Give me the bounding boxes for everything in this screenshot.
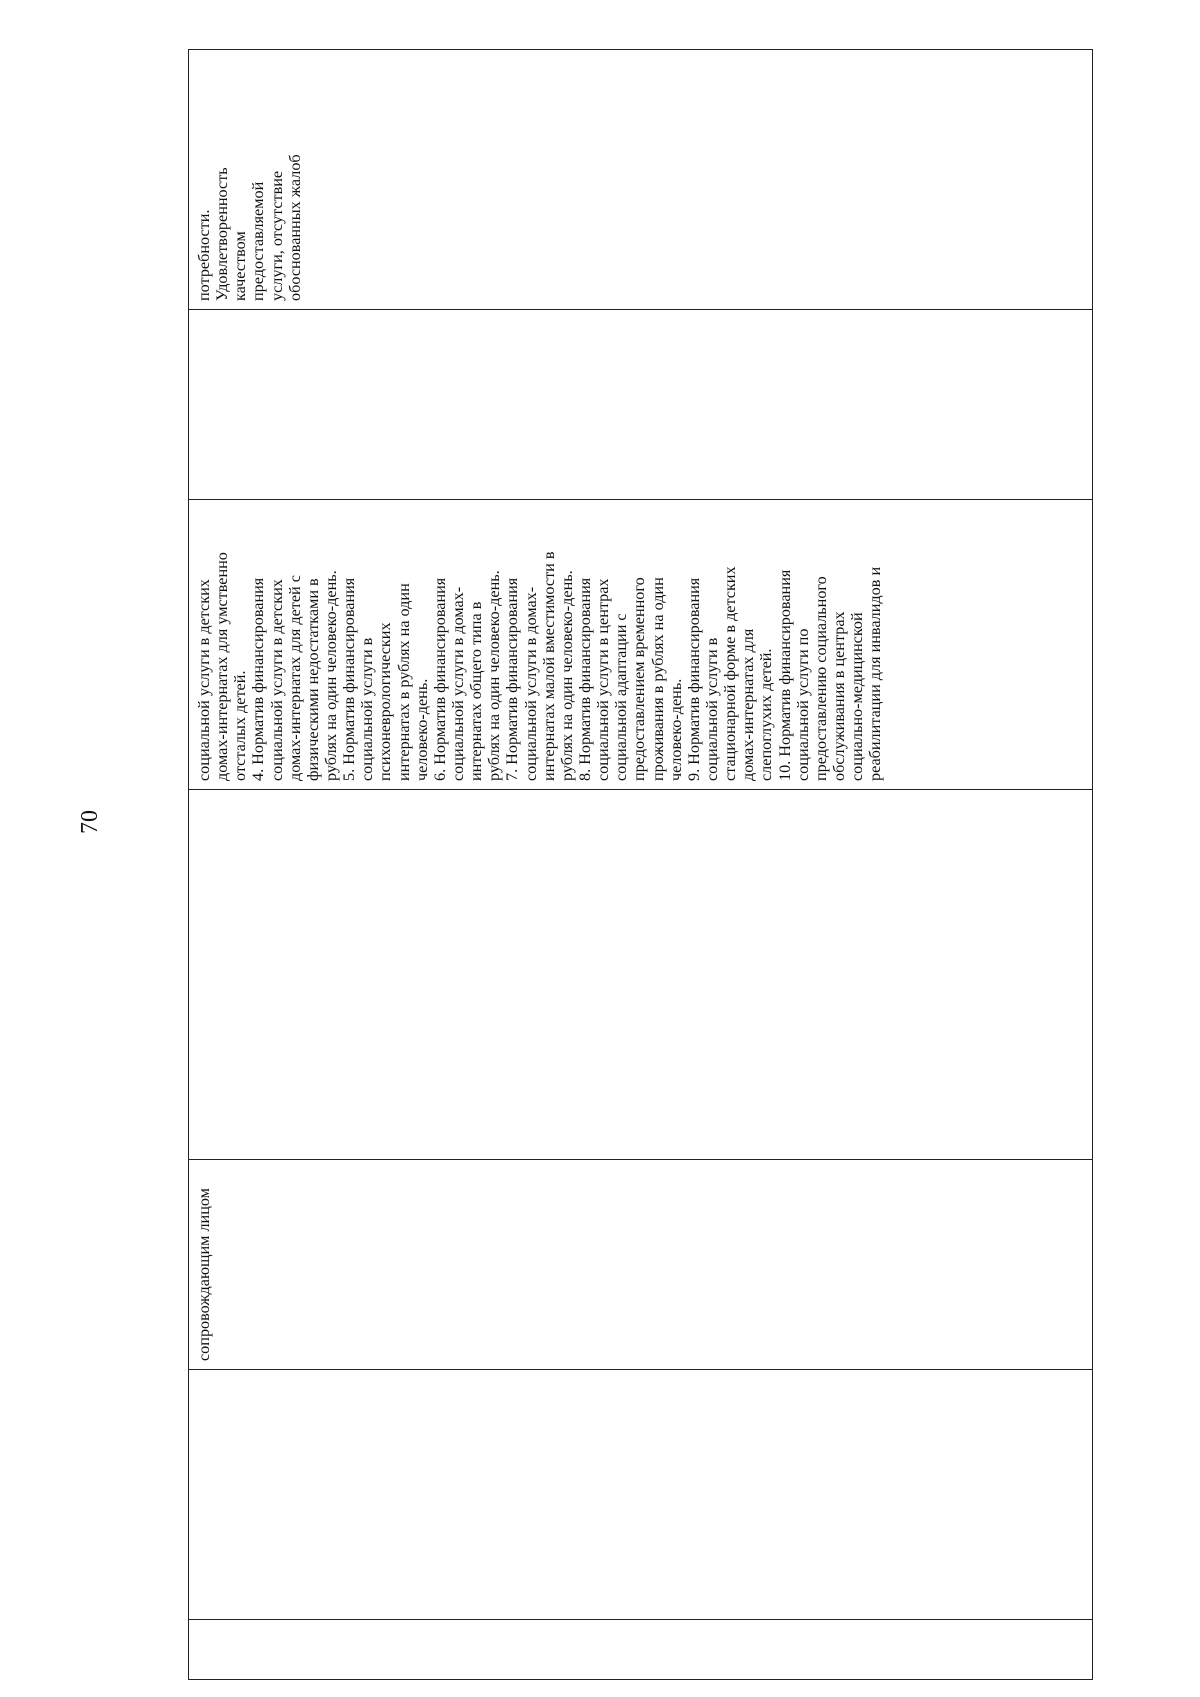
financing-standard-line: рублях на один человеко-день.: [321, 570, 340, 781]
financing-standard-line: стационарной форме в детских: [721, 566, 740, 781]
financing-standard-line: психоневрологических: [376, 622, 395, 781]
financing-standard-line: 4. Норматив финансирования: [249, 577, 268, 781]
table-cell-conditions: [189, 310, 1093, 500]
table-container: [188, 50, 1093, 1680]
table-cell-number: [189, 1620, 1093, 1680]
financing-standard-line: социальной услуги в центрах: [594, 578, 613, 781]
financing-standard-line: 10. Норматив финансирования: [775, 569, 794, 781]
table-row: [189, 50, 1093, 1680]
quality-indicator-line: потребности.: [195, 209, 213, 301]
financing-standard-line: рублях на один человеко-день.: [557, 570, 576, 781]
financing-standard-line: слепоглухих детей.: [757, 648, 776, 781]
quality-indicator-line: Удовлетворенность: [213, 167, 232, 301]
financing-standard-line: предоставлению социального: [811, 576, 830, 781]
financing-standard-line: рублях на один человеко-день.: [485, 570, 504, 781]
financing-standard-line: социальной услуги по: [793, 628, 812, 781]
financing-standard-line: 6. Норматив финансирования: [430, 577, 449, 781]
financing-standard-line: социальной адаптации с: [612, 613, 631, 781]
table-cell-service-name: [189, 1370, 1093, 1620]
financing-standard-line: социальной услуги в: [358, 637, 377, 781]
quality-indicator-line: услуги, отсутствие: [267, 170, 286, 301]
financing-standard-line: человеко-день.: [666, 678, 685, 781]
financing-standard-line: домах-интернатах для детей с: [285, 575, 304, 781]
quality-indicator-line: обоснованных жалоб: [285, 154, 304, 301]
financing-standard-line: физическими недостатками в: [303, 578, 322, 781]
quality-indicator-line: предоставляемой: [249, 181, 268, 301]
table-cell-financing-standard: [189, 500, 1093, 790]
financing-standard-line: 9. Норматив финансирования: [684, 577, 703, 781]
table-cell-service-term: [189, 790, 1093, 1160]
financing-standard-line: человеко-день.: [412, 678, 431, 781]
financing-standard-line: реабилитации для инвалидов и: [866, 566, 885, 781]
financing-standard-line: 8. Норматив финансирования: [575, 577, 594, 781]
table-cell-quality-indicators: [189, 50, 1093, 310]
quality-indicator-line: качеством: [231, 231, 250, 301]
financing-standard-line: интернатах в рублях на один: [394, 583, 413, 781]
financing-standard-line: 5. Норматив финансирования: [340, 577, 359, 781]
financing-standard-line: социальной услуги в домах-: [521, 586, 540, 781]
financing-standard-line: интернатах общего типа в: [467, 601, 486, 781]
page-number: 70: [77, 810, 103, 834]
financing-standard-line: отсталых детей.: [231, 670, 250, 781]
financing-standard-line: социальной услуги в: [702, 637, 721, 781]
financing-standard-line: обслуживания в центрах: [829, 611, 848, 781]
financing-standard-line: 7. Норматив финансирования: [503, 577, 522, 781]
financing-standard-line: домах-интернатах для умственно: [213, 552, 232, 781]
table-cell-service-content: сопровождающим лицом: [189, 1160, 1093, 1370]
financing-standard-line: социальной услуги в детских: [267, 579, 286, 781]
standards-table: [188, 49, 1093, 1680]
financing-standard-line: проживания в рублях на один: [648, 577, 667, 781]
financing-standard-line: интернатах малой вместимости в: [539, 551, 558, 781]
financing-standard-line: предоставлением временного: [630, 577, 649, 781]
financing-standard-line: социальной услуги в детских: [195, 579, 213, 781]
financing-standard-line: социальной услуги в домах-: [448, 586, 467, 781]
financing-standard-line: социально-медицинской: [848, 612, 867, 781]
financing-standard-line: домах-интернатах для: [739, 628, 758, 781]
